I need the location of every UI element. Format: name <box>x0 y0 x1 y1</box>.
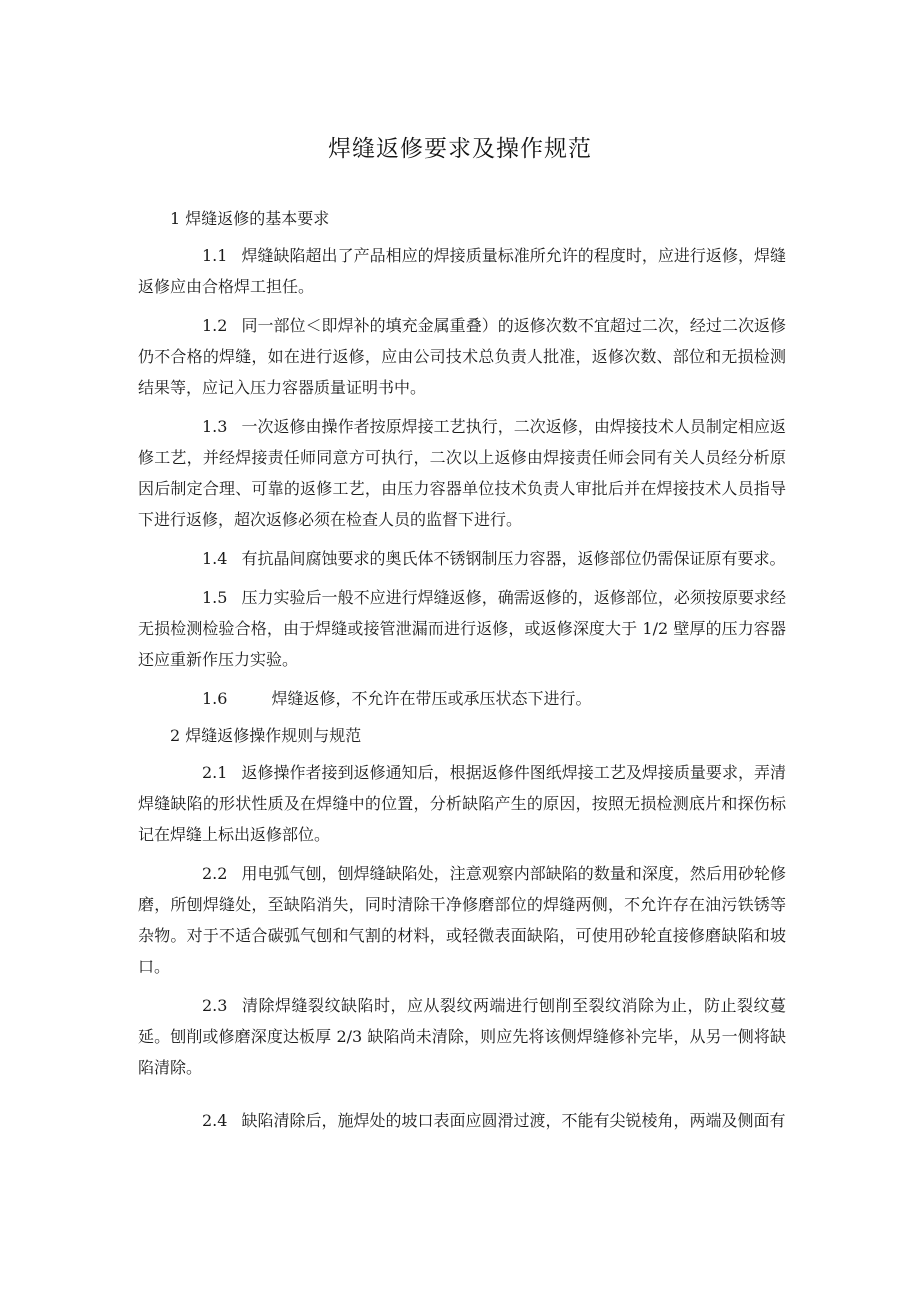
section-1-heading: 1 焊缝返修的基本要求 <box>170 209 330 228</box>
paragraph-number: 1.4 <box>202 549 228 568</box>
paragraph-text: 压力实验后一般不应进行焊缝返修，确需返修的，返修部位，必须按原要求经无损检测检验合格，由于焊缝或接管泄漏而进行返修，或返修深度大于 1/2 壁厚的压力容器还应重新作压力实验。 <box>138 588 786 669</box>
document-body <box>138 203 786 1136</box>
paragraph-2-2 <box>138 858 786 982</box>
paragraph-1-4 <box>138 543 786 574</box>
paragraph-number: 1.2 <box>202 316 228 335</box>
paragraph-text: 有抗晶间腐蚀要求的奥氏体不锈钢制压力容器，返修部位仍需保证原有要求。 <box>241 549 786 568</box>
paragraph-text: 同一部位＜即焊补的填充金属重叠）的返修次数不宜超过二次，经过二次返修仍不合格的焊缝，如在进行返修，应由公司技术总负责人批准，返修次数、部位和无损检测结果等，应记入压力容器质量证明书中。 <box>138 316 786 397</box>
paragraph-number: 2.2 <box>202 864 228 883</box>
paragraph-number: 2.3 <box>202 996 228 1015</box>
paragraph-text: 一次返修由操作者按原焊接工艺执行，二次返修，由焊接技术人员制定相应返修工艺，并经焊接责任师同意方可执行，二次以上返修由焊接责任师会同有关人员经分析原因后制定合理、可靠的返修工艺，由压力容器单位技术负责人审批后并在焊接技术人员指导下进行返修，超次返修必须在检查人员的监督下进行。 <box>138 417 786 529</box>
section-2-heading: 2 焊缝返修操作规则与规范 <box>170 726 362 745</box>
paragraph-text: 缺陷清除后，施焊处的坡口表面应圆滑过渡，不能有尖锐棱角，两端及侧面有 <box>241 1111 786 1130</box>
paragraph-1-1 <box>138 240 786 302</box>
paragraph-1-3 <box>138 411 786 535</box>
paragraph-1-5 <box>138 582 786 675</box>
paragraph-number: 1.5 <box>202 588 228 607</box>
paragraph-number: 2.4 <box>202 1111 228 1130</box>
paragraph-number: 2.1 <box>202 763 228 782</box>
paragraph-text: 用电弧气刨，刨焊缝缺陷处，注意观察内部缺陷的数量和深度，然后用砂轮修磨，所刨焊缝处，至缺陷消失，同时清除干净修磨部位的焊缝两侧，不允许存在油污铁锈等杂物。对于不适合碳弧气刨和气割的材料，或轻微表面缺陷，可使用砂轮直接修磨缺陷和坡口。 <box>138 864 786 976</box>
paragraph-text: 焊缝缺陷超出了产品相应的焊接质量标准所允许的程度时，应进行返修，焊缝返修应由合格焊工担任。 <box>138 246 786 296</box>
paragraph-text: 返修操作者接到返修通知后，根据返修件图纸焊接工艺及焊接质量要求，弄清焊缝缺陷的形状性质及在焊缝中的位置，分析缺陷产生的原因，按照无损检测底片和探伤标记在焊缝上标出返修部位。 <box>138 763 786 844</box>
paragraph-2-3 <box>138 990 786 1083</box>
paragraph-2-4 <box>138 1105 786 1136</box>
paragraph-text: 清除焊缝裂纹缺陷时，应从裂纹两端进行刨削至裂纹消除为止，防止裂纹蔓延。刨削或修磨深度达板厚 2/3 缺陷尚未清除，则应先将该侧焊缝修补完毕，从另一侧将缺陷清除。 <box>138 996 786 1077</box>
paragraph-number: 1.6 <box>202 689 228 708</box>
paragraph-1-6 <box>138 683 786 714</box>
paragraph-text: 焊缝返修，不允许在带压或承压状态下进行。 <box>271 689 592 708</box>
paragraph-number: 1.3 <box>202 417 228 436</box>
paragraph-number: 1.1 <box>202 246 228 265</box>
document-title: 焊缝返修要求及操作规范 <box>328 136 592 162</box>
paragraph-1-2 <box>138 310 786 403</box>
paragraph-2-1 <box>138 757 786 850</box>
